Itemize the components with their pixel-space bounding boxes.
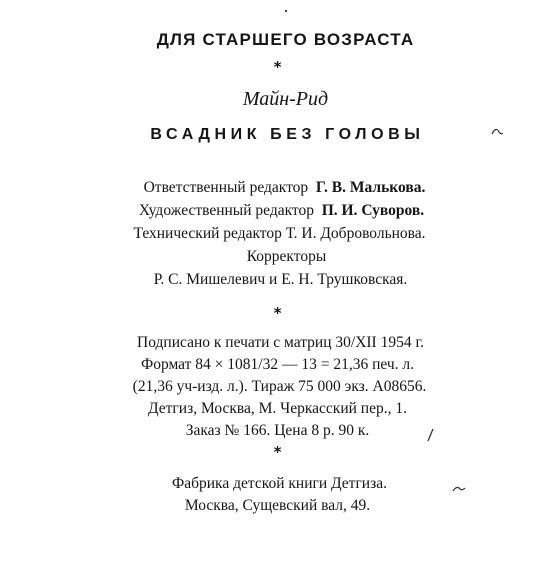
scan-mark xyxy=(425,428,435,442)
credits-block xyxy=(0,176,555,291)
author-name: Майн-Рид xyxy=(242,88,329,110)
factory-line: Фабрика детской книги Детгиза. xyxy=(172,475,387,492)
credit-role: Технический редактор xyxy=(133,225,282,242)
imprint-line: (21,36 уч-изд. л.). Тираж 75 000 экз. А08656. xyxy=(132,378,427,395)
factory-line: Москва, Сущевский вал, 49. xyxy=(184,497,371,514)
credit-role: Художественный редактор xyxy=(138,202,314,219)
factory-block xyxy=(0,473,555,517)
separator-star-1: * xyxy=(273,58,282,76)
correctors-label: Корректоры xyxy=(246,248,327,265)
credit-role: Ответственный редактор xyxy=(143,179,309,196)
credit-name: П. И. Суворов. xyxy=(321,202,425,219)
separator-star-3: * xyxy=(273,443,282,461)
imprint-line: Заказ № 166. Цена 8 р. 90 к. xyxy=(185,422,370,439)
credit-row xyxy=(0,199,555,222)
scan-mark xyxy=(490,124,504,138)
scan-mark xyxy=(283,8,289,14)
separator-star-2: * xyxy=(273,304,282,322)
scan-mark xyxy=(452,482,466,494)
credit-row xyxy=(0,222,555,245)
credit-name: Т. И. Добровольнова. xyxy=(285,225,426,242)
series-heading: ДЛЯ СТАРШЕГО ВОЗРАСТА xyxy=(156,30,415,49)
imprint-line: Детгиз, Москва, М. Черкасский пер., 1. xyxy=(148,400,407,417)
credit-name: Г. В. Малькова. xyxy=(315,179,426,196)
imprint-block xyxy=(0,332,555,442)
imprint-line: Подписано к печати с матриц 30/XII 1954 г. xyxy=(137,334,424,351)
book-title: ВСАДНИК БЕЗ ГОЛОВЫ xyxy=(150,126,425,143)
correctors-names: Р. С. Мишелевич и Е. Н. Трушковская. xyxy=(153,271,408,288)
credit-row xyxy=(0,176,555,199)
imprint-line: Формат 84 × 1081/32 — 13 = 21,36 печ. л. xyxy=(140,356,415,373)
